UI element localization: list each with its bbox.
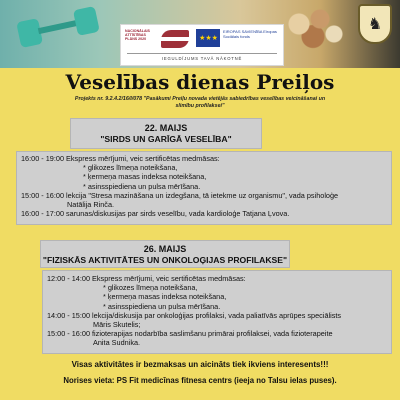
day2-header xyxy=(40,240,290,268)
schedule-line: 16:00 - 19:00 Ekspress mērījumi, veic sertificētas medmāsas: xyxy=(21,154,220,163)
day1-schedule xyxy=(16,151,392,225)
schedule-line: * asinsspiediena un pulsa mērīšana. xyxy=(103,301,221,311)
nuts-image xyxy=(278,4,348,54)
schedule-line: * asinsspiediena un pulsa mērīšana. xyxy=(83,181,201,191)
day2-schedule xyxy=(42,270,392,354)
day1-topic: "SIRDS UN GARĪGĀ VESELĪBA" xyxy=(100,134,232,144)
nap-logo-text: NACIONĀLAIS ATTĪSTĪBAS PLĀNS 2020 xyxy=(125,29,150,41)
schedule-line: Natālija Rinča. xyxy=(67,200,115,210)
invite-text: Visas aktivitātes ir bezmaksas un aicināts tiek ikviens interesents!!! xyxy=(71,360,329,369)
venue-text: Norises vieta: PS Fit medicīnas fitnesa centrs (ieeja no Talsu ielas puses). xyxy=(63,376,337,385)
schedule-line: 12:00 - 14:00 Ekspress mērījumi, veic sertificētas medmāsas: xyxy=(47,274,246,283)
schedule-line: * ķermeņa masas indeksa noteikšana, xyxy=(83,172,207,182)
day2-topic: "FIZISKĀS AKTIVITĀTES UN ONKOLOĢIJAS PROFILAKSE" xyxy=(42,255,288,265)
page-title: Veselības dienas Preiļos xyxy=(65,70,335,94)
day2-date: 26. MAIJS xyxy=(143,244,187,254)
schedule-line: * ķermeņa masas indeksa noteikšana, xyxy=(103,292,227,302)
schedule-line: Māris Skutelis; xyxy=(93,320,141,330)
eu-logo-text: EIROPAS SAVIENĪBA Eiropas Sociālais fonds xyxy=(223,29,277,39)
schedule-line: 14:00 - 15:00 lekcija/diskusija par onkoloģijas profilaksi, vada paliatīvās aprūpes speciālists xyxy=(47,310,342,320)
schedule-line: 16:00 - 17:00 sarunas/diskusijas par sirds veselību, vada kardioloģe Tatjana Ļvova. xyxy=(21,209,290,219)
funding-logos xyxy=(120,24,284,66)
eu-flag-icon: ★ ★ ★ xyxy=(196,29,220,47)
schedule-line: 15:00 - 16:00 fizioterapijas nodarbība saslimšanu primārai profilaksei, vada fizioterapeite xyxy=(47,329,333,339)
schedule-line: * glikozes līmeņa noteikšana, xyxy=(103,283,198,293)
day1-header xyxy=(70,118,262,149)
project-description: Projekts nr. 9.2.4.2/16/I/078 "Pasākumi Preiļu novada vietējās sabiedrības veselības veicināšanai un slimību profilaksei" xyxy=(74,96,326,109)
schedule-line: 15:00 - 16:00 lekcija "Stresa mazināšana un izdegšana, tā ietekme uz organismu", vada psiholoģe xyxy=(21,190,339,200)
municipality-crest-icon: ♞ xyxy=(358,4,392,44)
day1-date: 22. MAIJS xyxy=(144,123,188,133)
latvia-flag-icon xyxy=(161,30,189,48)
schedule-line: Anita Sudnika. xyxy=(93,338,141,348)
schedule-line: * glikozes līmeņa noteikšana, xyxy=(83,163,178,173)
logo-motto: IEGULDĪJUMS TAVĀ NĀKOTNĒ xyxy=(121,56,283,61)
